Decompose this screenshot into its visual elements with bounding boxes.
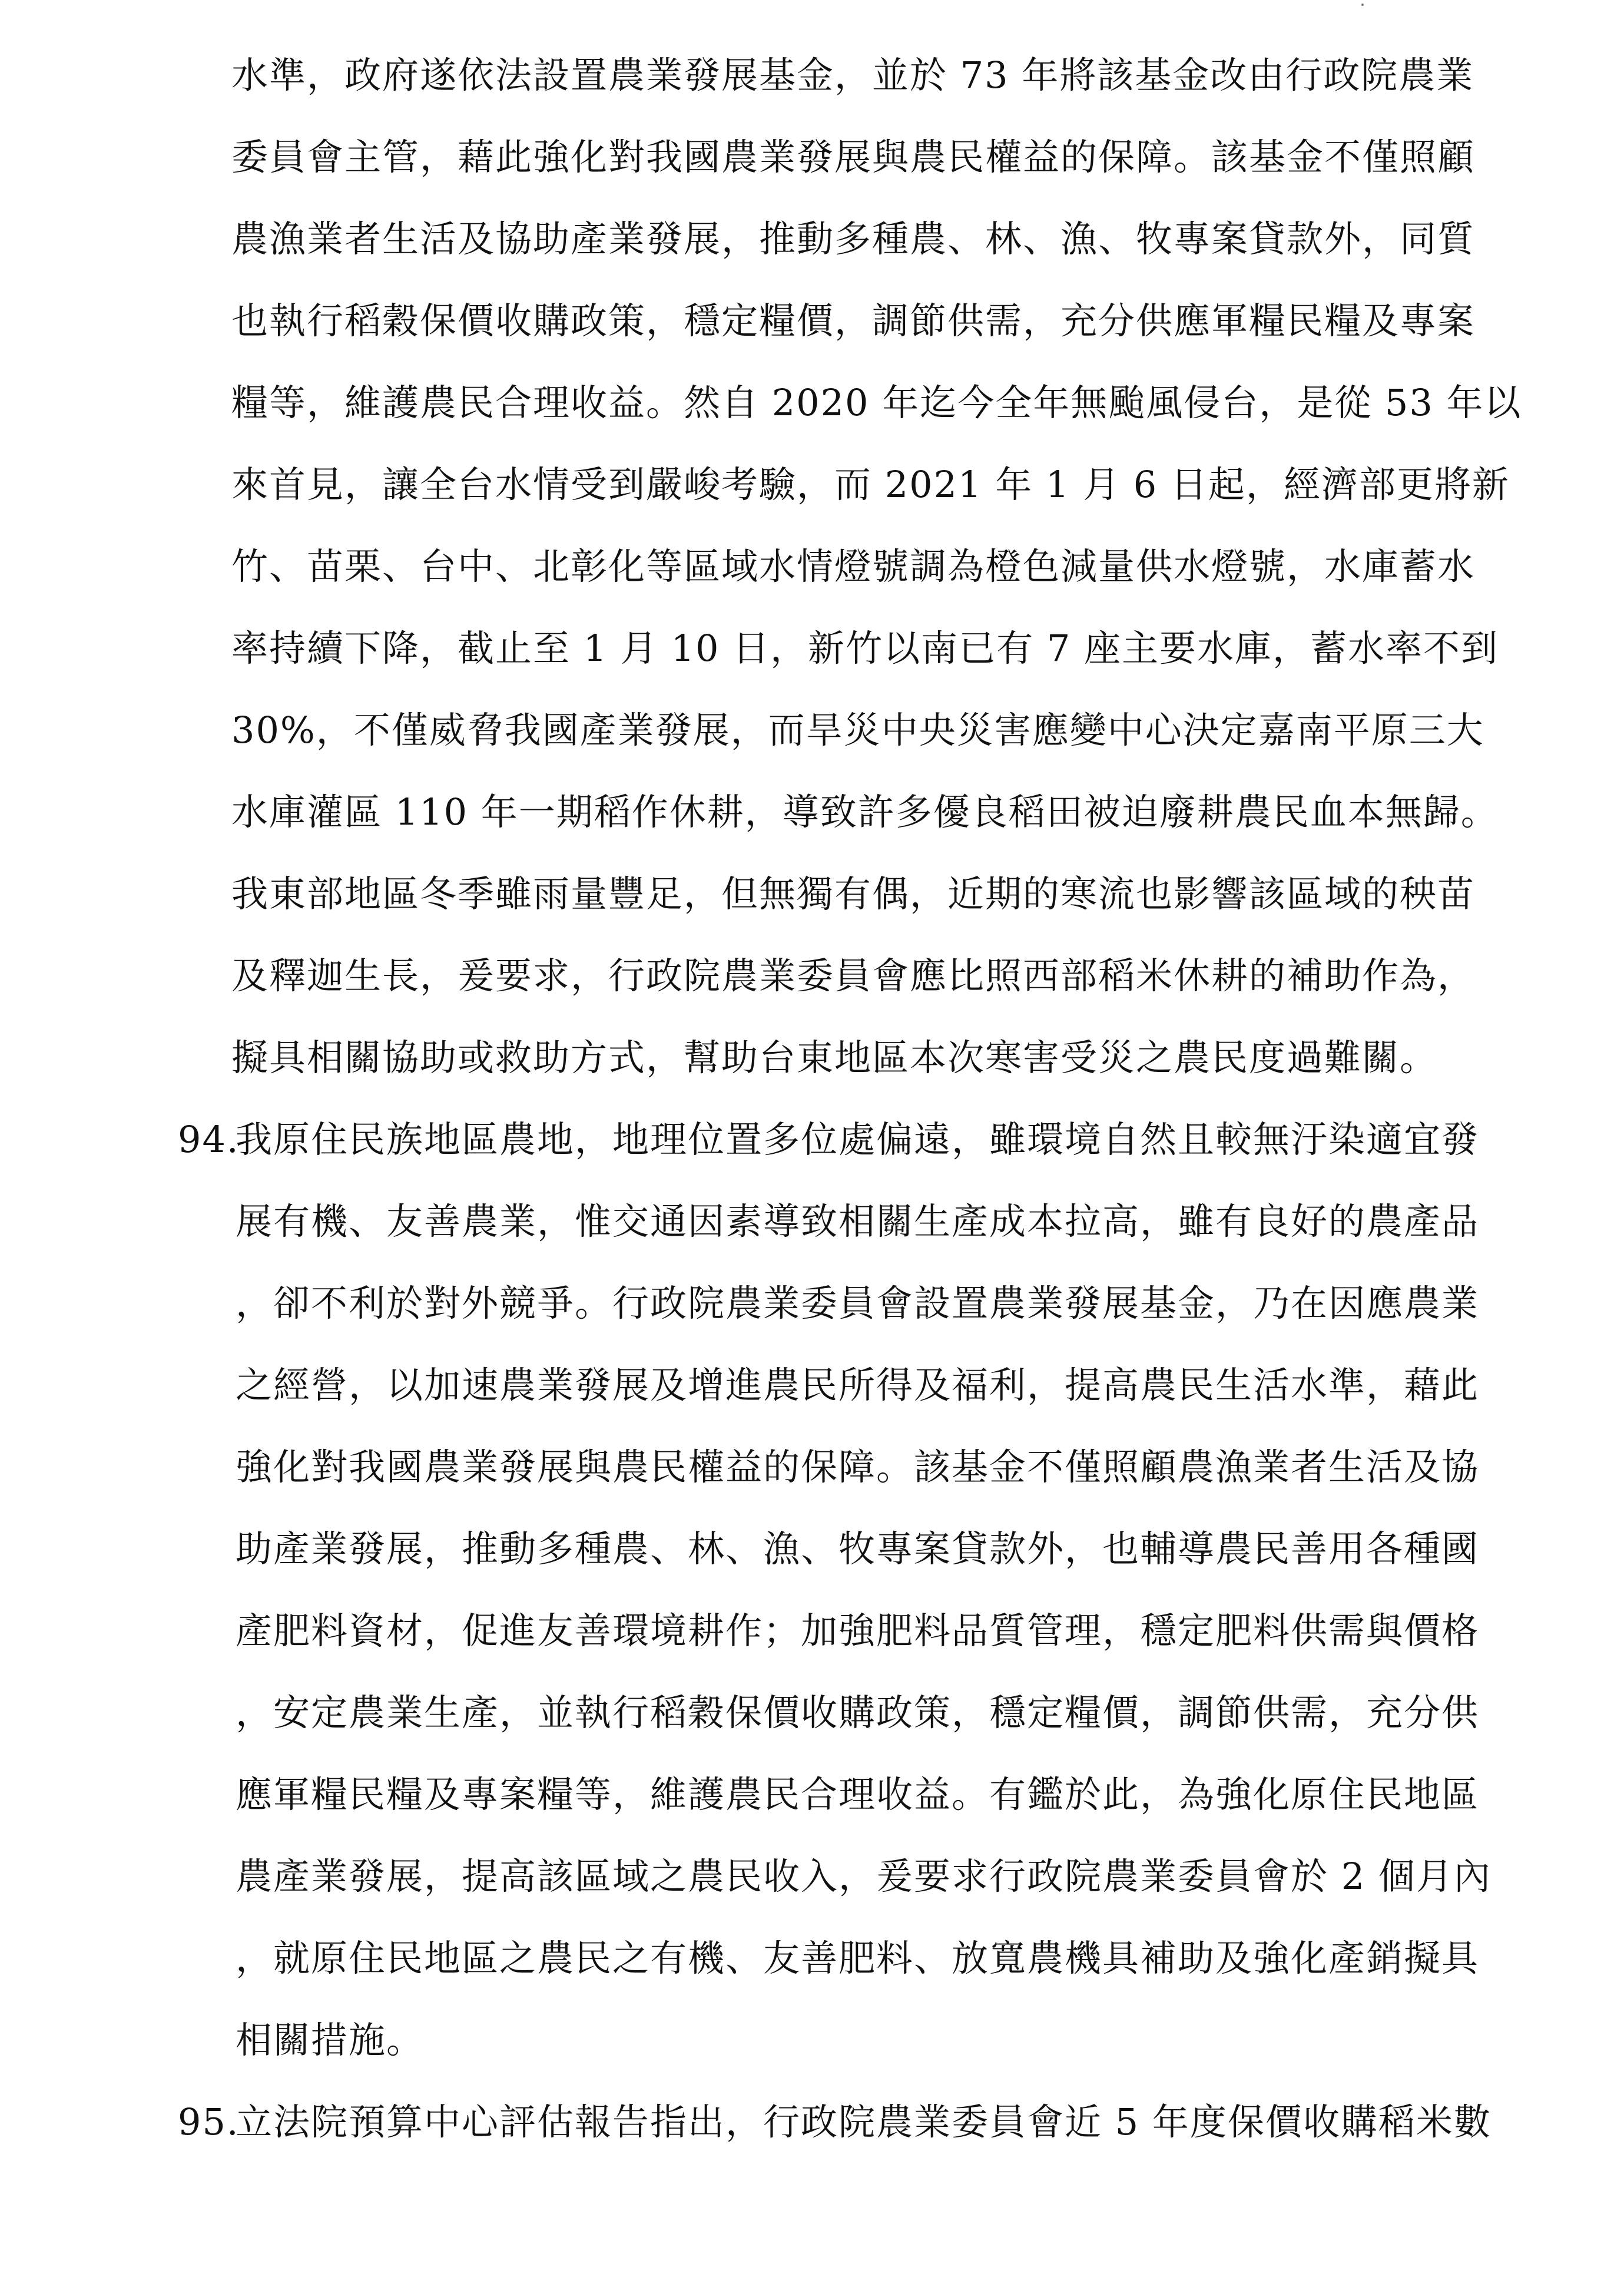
text-line: 及釋迦生長，爰要求，行政院農業委員會應比照西部稻米休耕的補助作為，: [231, 954, 1476, 997]
text-line: 之經營，以加速農業發展及增進農民所得及福利，提高農民生活水準，藉此: [236, 1364, 1480, 1407]
text-line: 我東部地區冬季雖雨量豐足，但無獨有偶，近期的寒流也影響該區域的秧苗: [231, 872, 1476, 915]
text-line: 農漁業者生活及協助產業發展，推動多種農、林、漁、牧專案貸款外，同質: [231, 217, 1476, 260]
text-line: 率持續下降，截止至 1 月 10 日，新竹以南已有 7 座主要水庫，蓄水率不到: [231, 627, 1499, 670]
text-line: ，卻不利於對外競爭。行政院農業委員會設置農業發展基金，乃在因應農業: [236, 1282, 1480, 1325]
scan-speck: [1361, 4, 1364, 6]
text-line: 強化對我國農業發展與農民權益的保障。該基金不僅照顧農漁業者生活及協: [236, 1445, 1480, 1488]
text-line: 農產業發展，提高該區域之農民收入，爰要求行政院農業委員會於 2 個月內: [236, 1855, 1492, 1898]
text-line: 水準，政府遂依法設置農業發展基金，並於 73 年將該基金改由行政院農業: [231, 54, 1474, 97]
text-line: ，就原住民地區之農民之有機、友善肥料、放寬農機具補助及強化產銷擬具: [236, 1937, 1480, 1980]
text-line: 相關措施。: [236, 2018, 425, 2061]
text-line: 我原住民族地區農地，地理位置多位處偏遠，雖環境自然且較無汙染適宜發: [236, 1118, 1480, 1161]
text-line: 應軍糧民糧及專案糧等，維護農民合理收益。有鑑於此，為強化原住民地區: [236, 1773, 1480, 1816]
text-line: 來首見，讓全台水情受到嚴峻考驗，而 2021 年 1 月 6 日起，經濟部更將新: [231, 463, 1510, 506]
text-line: 擬具相關協助或救助方式，幫助台東地區本次寒害受災之農民度過難關。: [231, 1036, 1438, 1079]
text-line: 糧等，維護農民合理收益。然自 2020 年迄今全年無颱風侵台，是從 53 年以: [231, 381, 1522, 424]
text-line: 竹、苗栗、台中、北彰化等區域水情燈號調為橙色減量供水燈號，水庫蓄水: [231, 545, 1476, 588]
text-line: 展有機、友善農業，惟交通因素導致相關生產成本拉高，雖有良好的農產品: [236, 1200, 1480, 1243]
text-line: 助產業發展，推動多種農、林、漁、牧專案貸款外，也輔導農民善用各種國: [236, 1527, 1480, 1570]
text-line: 立法院預算中心評估報告指出，行政院農業委員會近 5 年度保價收購稻米數: [236, 2100, 1492, 2143]
text-line: ，安定農業生產，並執行稻穀保價收購政策，穩定糧價，調節供需，充分供: [236, 1691, 1480, 1734]
text-line: 委員會主管，藉此強化對我國農業發展與農民權益的保障。該基金不僅照顧: [231, 135, 1476, 178]
text-line: 30%，不僅威脅我國產業發展，而旱災中央災害應變中心決定嘉南平原三大: [231, 709, 1484, 752]
text-line: 產肥料資材，促進友善環境耕作；加強肥料品質管理，穩定肥料供需與價格: [236, 1609, 1480, 1652]
text-line: 也執行稻穀保價收購政策，穩定糧價，調節供需，充分供應軍糧民糧及專案: [231, 299, 1476, 342]
item-number: 95.: [178, 2100, 240, 2143]
item-number: 94.: [178, 1118, 240, 1161]
text-line: 水庫灌區 110 年一期稻作休耕，導致許多優良稻田被迫廢耕農民血本無歸。: [231, 790, 1499, 833]
